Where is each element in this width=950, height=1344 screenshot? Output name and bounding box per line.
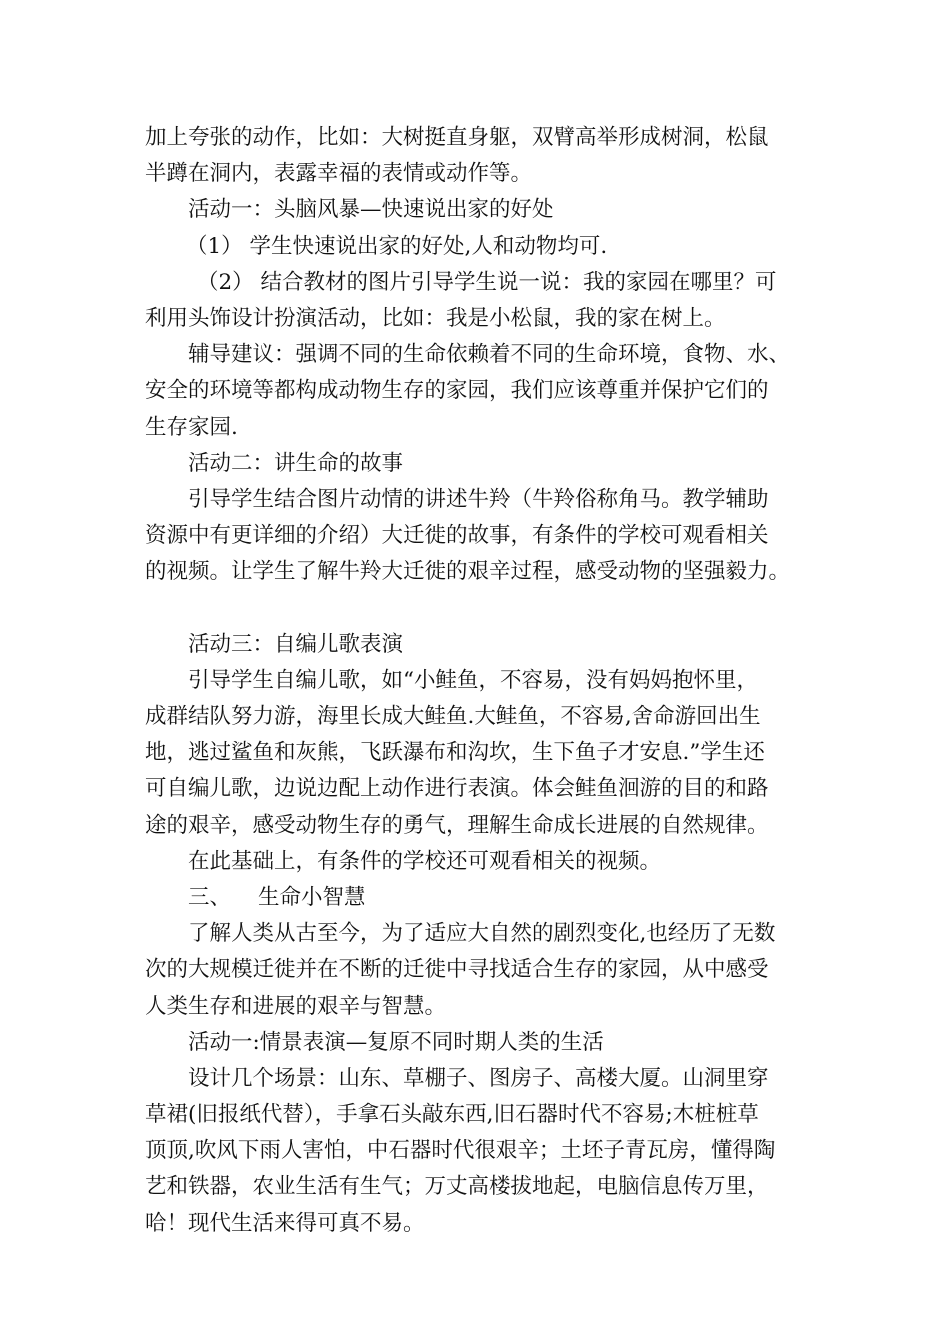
document-body	[145, 120, 805, 1242]
activity-heading: 活动二：讲生命的故事	[188, 450, 404, 476]
paragraph-start: 在此基础上，有条件的学校还可观看相关的视频。	[188, 848, 662, 874]
text-line: 生存家园.	[145, 414, 238, 440]
text-line: 半蹲在洞内，表露幸福的表情或动作等。	[145, 161, 533, 187]
section-number: 三、	[188, 884, 232, 910]
paragraph-start: 辅导建议：强调不同的生命依赖着不同的生命环境，食物、水、	[188, 342, 791, 368]
paragraph-start: 设计几个场景：山东、草棚子、图房子、高楼大厦。山洞里穿	[188, 1065, 769, 1091]
list-item: （1） 学生快速说出家的好处,人和动物均可.	[186, 233, 608, 259]
text-line: 成群结队努力游，海里长成大鲑鱼.大鲑鱼，不容易,舍命游回出生	[145, 704, 761, 729]
text-line: 途的艰辛，感受动物生存的勇气，理解生命成长进展的自然规律。	[145, 812, 769, 838]
text-line: 草裙(旧报纸代替），手拿石头敲东西,旧石器时代不容易;木桩桩草	[145, 1102, 759, 1128]
paragraph-start: 引导学生自编儿歌，如“小鲑鱼，不容易，没有妈妈抱怀里，	[188, 667, 758, 693]
list-item: （2） 结合教材的图片引导学生说一说：我的家园在哪里？可	[197, 269, 777, 295]
text-line: 地，逃过鲨鱼和灰熊，飞跃瀑布和沟坎，生下鱼子才安息.”学生还	[145, 740, 765, 766]
paragraph-start: 了解人类从古至今，为了适应大自然的剧烈变化,也经历了无数	[188, 921, 776, 947]
blank-line	[145, 590, 805, 626]
text-line: 可自编儿歌，边说边配上动作进行表演。体会鲑鱼洄游的目的和路	[145, 776, 769, 802]
activity-heading: 活动三：自编儿歌表演	[188, 631, 404, 657]
text-line: 艺和铁器，农业生活有生气；万丈高楼拔地起，电脑信息传万里，	[145, 1174, 769, 1200]
text-line: 资源中有更详细的介绍）大迁徙的故事，有条件的学校可观看相关	[145, 523, 769, 549]
text-line: 顶顶,吹风下雨人害怕，中石器时代很艰辛；土坯子青瓦房，懂得陶	[145, 1138, 776, 1164]
section-title: 生命小智慧	[258, 884, 366, 910]
text-line: 哈！现代生活来得可真不易。	[145, 1210, 425, 1236]
text-line: 次的大规模迁徙并在不断的迁徙中寻找适合生存的家园，从中感受	[145, 957, 769, 983]
paragraph-start: 引导学生结合图片动情的讲述牛羚（牛羚俗称角马。教学辅助	[188, 486, 769, 512]
text-line: 加上夸张的动作，比如：大树挺直身躯，双臂高举形成树洞，松鼠	[145, 125, 769, 150]
activity-heading: 活动一:情景表演—复原不同时期人类的生活	[188, 1029, 604, 1055]
activity-heading: 活动一：头脑风暴—快速说出家的好处	[188, 197, 554, 223]
text-line: 人类生存和进展的艰辛与智慧。	[145, 993, 447, 1019]
text-line: 安全的环境等都构成动物生存的家园，我们应该尊重并保护它们的	[145, 378, 769, 404]
text-line: 利用头饰设计扮演活动，比如：我是小松鼠，我的家在树上。	[145, 305, 726, 331]
section-heading	[145, 880, 805, 916]
text-line: 的视频。让学生了解牛羚大迁徙的艰辛过程，感受动物的坚强毅力。	[145, 559, 791, 585]
